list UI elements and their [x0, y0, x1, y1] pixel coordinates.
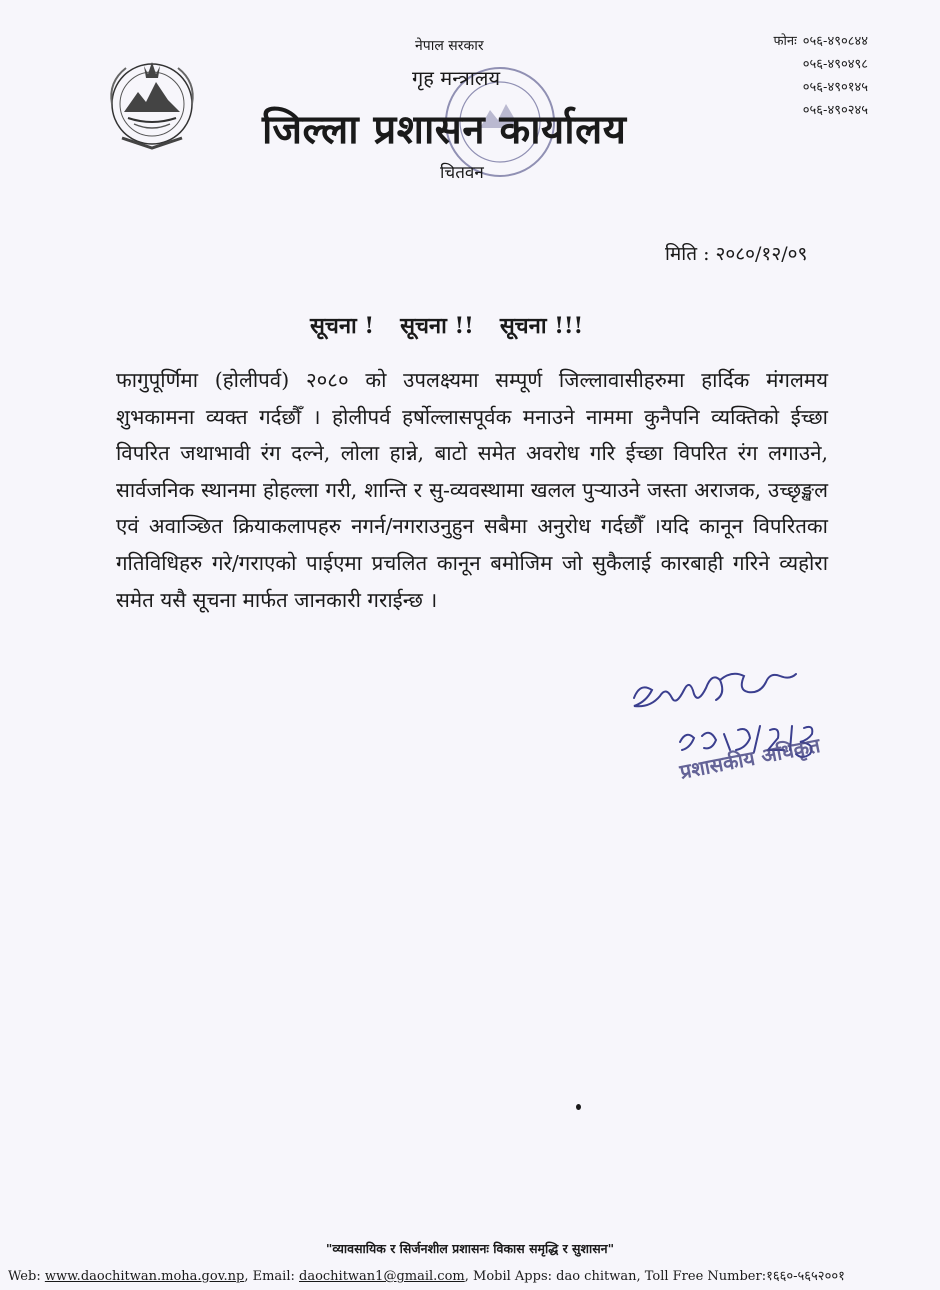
officer-stamp: प्रशासकीय अधिकृत	[677, 733, 823, 784]
phone-number: ०५६-४९०२४५	[802, 103, 868, 118]
phone-list	[718, 30, 868, 122]
government-name: नेपाल सरकार	[415, 38, 484, 54]
website-link[interactable]: www.daochitwan.moha.gov.np	[44, 1269, 245, 1284]
footer-web-label: Web:	[8, 1269, 41, 1284]
phone-number: ०५६-४९०१४५	[802, 80, 868, 95]
phone-label: फोनः	[773, 34, 797, 49]
phone-number: ०५६-४९०४९८	[802, 57, 868, 72]
phone-row	[718, 76, 868, 99]
notice-heading	[310, 310, 583, 340]
phone-row	[718, 99, 868, 122]
notice-word: सूचना !	[310, 313, 375, 339]
notice-word: सूचना !!	[400, 313, 474, 339]
phone-row	[718, 53, 868, 76]
email-link[interactable]: daochitwan1@gmail.com	[299, 1269, 465, 1284]
footer-apps-text: , Mobil Apps: dao chitwan, Toll Free Number:१६६०-५६५२००१	[464, 1269, 845, 1284]
nepal-emblem-icon	[104, 52, 200, 152]
phone-row	[718, 30, 868, 53]
district-name: चितवन	[440, 163, 484, 183]
ink-dot	[576, 1104, 581, 1110]
notice-body: फागुपूर्णिमा (होलीपर्व) २०८० को उपलक्ष्यमा सम्पूर्ण जिल्लावासीहरुमा हार्दिक मंगलमय शुभकामना व्यक्त गर्दछौँ । होलीपर्व हर्षोल्लासपूर्वक मनाउने नाममा कुनैपनि व्यक्तिको ईच्छा विपरित जथाभावी रंग दल्ने, लोला हान्ने, बाटो समेत अवरोध गरि ईच्छा विपरित रंग लगाउने, सार्वजनिक स्थानमा होहल्ला गरी, शान्ति र सु-व्यवस्थामा खलल पुर्‍याउने जस्ता अराजक, उच्छृङ्खल एवं अवाञ्छित क्रियाकलापहरु नगर्न/नगराउनुहुन सबैमा अनुरोध गर्दछौँ ।यदि कानून विपरितका गतिविधिहरु गरे/गराएको पाईएमा प्रचलित कानून बमोजिम जो सुकैलाई कारबाही गरिने व्यहोरा समेत यसै सूचना मार्फत जानकारी गराईन्छ ।	[116, 368, 828, 612]
notice-date: मिति : २०८०/१२/०९	[665, 243, 808, 265]
office-motto: "व्यावसायिक र सिर्जनशील प्रशासनः विकास समृद्धि र सुशासन"	[325, 1241, 615, 1256]
ministry-name: गृह मन्त्रालय	[412, 66, 501, 90]
footer-contact	[8, 1266, 845, 1284]
notice-word: सूचना !!!	[499, 313, 584, 339]
phone-number: ०५६-४९०८४४	[802, 34, 868, 49]
office-title: जिल्ला प्रशासन कार्यालय	[262, 106, 627, 153]
footer-email-label: , Email:	[244, 1269, 295, 1284]
